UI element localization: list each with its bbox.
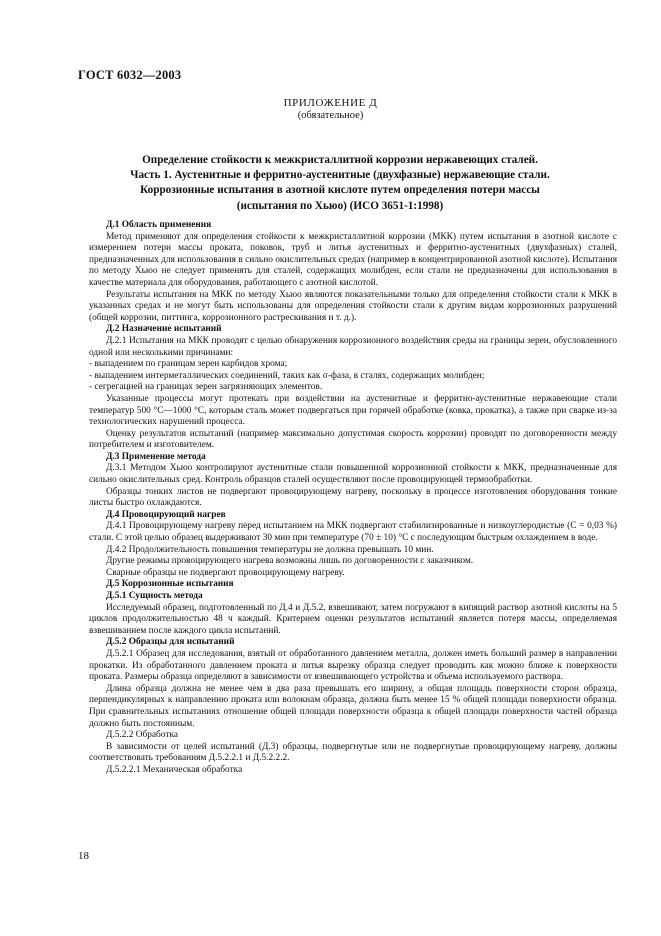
page-number: 18 — [78, 850, 89, 862]
body-paragraph: Исследуемый образец, подготовленный по Д.4 и Д.5.2, взвешивают, затем погружают в кипящий раствор азотной кислоты на 5 циклов продолжительностью 48 ч каждый. Критерием оценки результатов испытаний является потеря массы, определяемая взвешиванием после каждого цикла испытаний. — [89, 602, 617, 636]
standard-header: ГОСТ 6032—2003 — [78, 68, 182, 82]
body-paragraph: Д.5.2.2.1 Механическая обработка — [106, 764, 243, 775]
body-paragraph: Метод применяют для определения стойкости к межкристаллитной коррозии (МКК) путем испытания в азотной кислоте с измерением потери массы проката, поковок, труб и литья аустенитных и ферритно-аустенитных (двухфазных) сталей, предназначенных для использования в сильно окислительных средах (например в концентрированной азотной кислоте). Испытания по методу Хьюо не следует применять для сталей, содержащих молибден, если стали не предназначены для использования в качестве материала для оборудования, работающего с азотной кислотой. — [89, 231, 617, 288]
body-paragraph: Другие режимы провоцирующего нагрева возможны лишь по договоренности с заказчиком. — [106, 556, 474, 567]
body-paragraph: Д.5.2.2 Обработка — [106, 730, 178, 741]
body-paragraph: Д.4.1 Провоцирующему нагреву перед испытанием на МКК подвергают стабилизированные и низкоуглеродистые (С = 0,03 %) стали. С этой целью образец выдерживают 30 мин при температуре (70 ± 10) °С с последующим быстрым охлаждением в воде. — [89, 521, 617, 544]
body-paragraph: Д.2.1 Испытания на МКК проводят с целью обнаружения коррозионного воздействия среды на границы зерен, обусловленного одной или несколькими причинами: — [89, 335, 617, 358]
body-paragraph: - выпадением по границам зерен карбидов хрома; — [89, 359, 288, 370]
section-heading: Д.5.1 Сущность метода — [106, 591, 203, 601]
section-heading: Д.5.2 Образцы для испытаний — [106, 637, 235, 648]
section-heading: Д.5 Коррозионные испытания — [106, 579, 234, 590]
body-paragraph: Длина образца должна не менее чем в два раза превышать его ширину, а общая площадь поверхности сторон образца, перпендикулярных к направлению проката или волокнам образца, должна быть менее 15 % общей площади поверхности образца. При сравнительных испытаниях отношение общей площади поверхности образца к общей площади поверхности частей образца должно быть постоянным. — [89, 683, 617, 729]
body-paragraph: Результаты испытания на МКК по методу Хьюо являются показательными только для определения стойкости стали к МКК в указанных средах и не могут быть использованы для определения стойкости стали к другим видам коррозионных разрушений (общей коррозии, питтинга, коррозионного растрескивания и т. д.). — [89, 289, 617, 323]
body-paragraph: Д.5.2.1 Образец для исследования, взятый от обработанного давлением металла, должен иметь больший размер в направлении прокатки. Из обработанного давлением проката и литья вырезку образца следует проводить как можно ближе к поверхности проката. Размеры образца определяют в зависимости от взвешивающего устройства и объема используемого раствора. — [89, 648, 617, 683]
body-paragraph: - выпадением интерметаллических соединений, таких как σ-фаза, в сталях, содержащих молибден; — [89, 370, 485, 381]
body-paragraph: Сварные образцы не подвергают провоцирующему нагреву. — [106, 567, 345, 578]
body-paragraph: В зависимости от целей испытаний (Д.3) образцы, подвергнутые или не подвергнутые провоцирующему нагреву, должны соответствовать требованиям Д.5.2.2.1 и Д.5.2.2.2. — [89, 741, 617, 764]
title-line: Часть 1. Аустенитные и ферритно-аустенитные (двухфазные) нержавеющие стали. — [130, 169, 550, 182]
body-paragraph: Образцы тонких листов не подвергают провоцирующему нагреву, поскольку в процессе изготовления оборудования тонкие листы быстро охлаждаются. — [89, 486, 617, 509]
section-heading: Д.1 Область применения — [106, 220, 212, 230]
body-paragraph: Д.4.2 Продолжительность повышения температуры не должна превышать 10 мин. — [106, 544, 434, 555]
section-heading: Д.3 Применение метода — [106, 451, 206, 462]
body-paragraph: - сегрегацией на границах зерен загрязняющих элементов. — [89, 382, 323, 393]
body-paragraph: Указанные процессы могут протекать при воздействии на аустенитные и ферритно-аустенитные нержавеющие стали температур 500 °С—1000 °С, которым сталь может подвергаться при горячей обработке (ковка, прокатка), а также при сварке из-за технологических нарушений процесса. — [89, 393, 617, 428]
title-line: Коррозионные испытания в азотной кислоте путем определения потери массы — [140, 184, 540, 197]
document-title — [120, 153, 560, 214]
body-paragraph: Оценку результатов испытаний (например максимально допустимая скорость коррозии) проводят по договоренности между потребителем и изготовителем. — [89, 428, 617, 451]
body-paragraph: Д.3.1 Методом Хьюо контролируют аустенитные стали повышенной коррозионной стойкости к МКК, предназначенные для сильно окислительных сред. Контроль образцов сталей осуществляют после провоцирующей термообработки. — [89, 463, 617, 486]
appendix-subtitle: (обязательное) — [297, 110, 364, 121]
section-heading: Д.2 Назначение испытаний — [106, 324, 222, 335]
appendix-title: ПРИЛОЖЕНИЕ Д — [283, 97, 378, 109]
title-line: (испытания по Хьюо) (ИСО 3651-1:1998) — [236, 199, 444, 212]
title-line: Определение стойкости к межкристаллитной коррозии нержавеющих сталей. — [142, 154, 538, 166]
section-heading: Д.4 Провоцирующий нагрев — [106, 509, 226, 520]
document-body — [89, 220, 617, 777]
